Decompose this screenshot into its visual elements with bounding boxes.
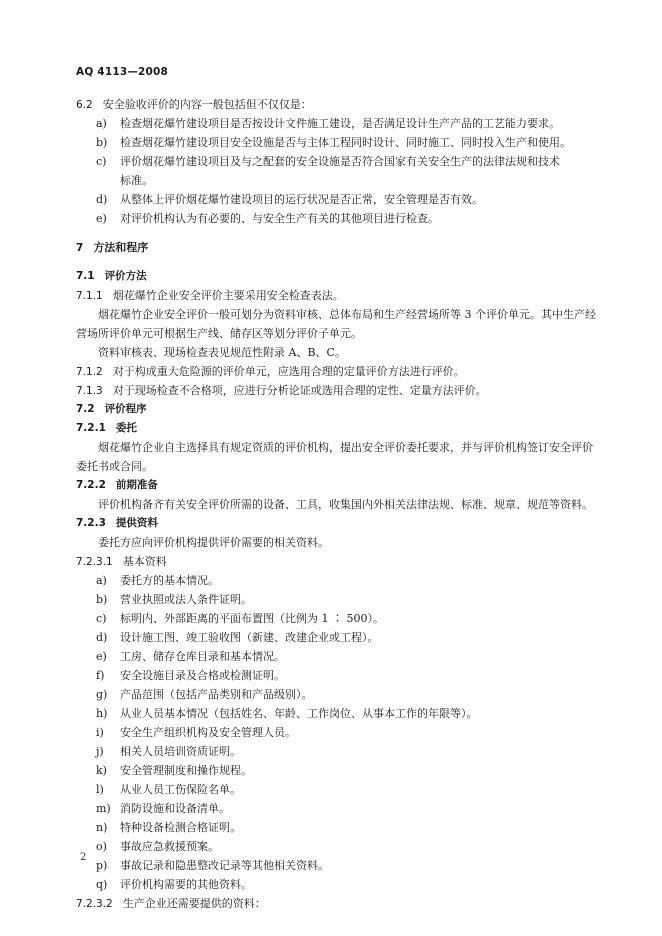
list-item: [76, 856, 596, 875]
list-item: [76, 837, 596, 856]
list-marker: o): [96, 840, 107, 853]
list-marker: m): [96, 802, 111, 815]
list-marker: i): [96, 726, 104, 739]
clause-text: 对于构成重大危险源的评价单元，应选用合理的定量评价方法进行评价。: [112, 365, 465, 378]
subsection-heading-7-2-1: [76, 419, 596, 438]
list-marker: d): [96, 193, 108, 206]
paragraph: 资料审核表、现场检查表见规范性附录 A、B、C。: [98, 346, 346, 359]
list-marker: f): [96, 669, 105, 682]
clause-title: 基本资料: [122, 555, 167, 568]
list-item: [76, 742, 596, 761]
list-item: [76, 875, 596, 894]
clause-text: 生产企业还需要提供的资料：: [122, 897, 266, 910]
basic-materials-list: [76, 571, 596, 894]
section-title: 方法和程序: [93, 241, 149, 254]
clause-text: 对于现场检查不合格项，应进行分析论证或选用合理的定性、定量方法评价。: [112, 384, 487, 397]
clause-text: 烟花爆竹企业安全评价主要采用安全检查表法。: [112, 289, 344, 302]
list-item: [76, 133, 596, 152]
list-marker: q): [96, 878, 108, 891]
list-item-text: 对评价机构认为有必要的、与安全生产有关的其他项目进行检查。: [120, 212, 439, 225]
list-marker: g): [96, 688, 108, 701]
list-item-text: 事故应急救援预案。: [120, 840, 219, 853]
list-item: [76, 609, 596, 628]
list-item: [76, 114, 596, 133]
list-marker: j): [96, 745, 104, 758]
list-item-text: 营业执照或法人条件证明。: [120, 593, 252, 606]
clause-7-2-3-1: [76, 552, 596, 571]
subsection-heading-7-2-3: [76, 514, 596, 533]
section-number: 7: [76, 242, 84, 254]
list-marker: p): [96, 859, 108, 872]
list-item: [76, 704, 596, 723]
subsection-heading-7-2-2: [76, 476, 596, 495]
section-heading-7: [76, 238, 596, 257]
list-marker: a): [96, 117, 107, 130]
list-marker: d): [96, 631, 108, 644]
list-marker: n): [96, 821, 108, 834]
list-marker: a): [96, 574, 107, 587]
paragraph: 评价机构备齐有关安全评价所需的设备、工具，收集国内外相关法律法规、标准、规章、规范等资料。: [98, 498, 593, 511]
list-item-text: 产品范围（包括产品类别和产品级别）。: [120, 688, 313, 701]
list-item-text: 特种设备检测合格证明。: [120, 821, 241, 834]
list-item-text: 从业人员工伤保险名单。: [120, 783, 241, 796]
list-item-text: 设计施工图、竣工验收图（新建、改建企业或工程）。: [120, 631, 379, 644]
list-item-text: 工房、储存仓库目录和基本情况。: [120, 650, 285, 663]
list-marker: b): [96, 593, 108, 606]
paragraph: 烟花爆竹企业自主选择具有规定资质的评价机构，提出安全评价委托要求，并与评价机构签订安全评价委托书或合同。: [76, 441, 593, 473]
clause-7-1-2: [76, 362, 596, 381]
list-marker: h): [96, 707, 108, 720]
list-item-text: 检查烟花爆竹建设项目是否按设计文件施工建设，是否满足设计生产产品的工艺能力要求。: [120, 117, 560, 130]
clause-number: 7.1.1: [76, 290, 103, 302]
list-item: [76, 761, 596, 780]
list-item: [76, 818, 596, 837]
list-item-text: 检查烟花爆竹建设项目安全设施是否与主体工程同时设计、同时施工、同时投入生产和使用。: [120, 136, 571, 149]
list-item-text: 标明内、外部距离的平面布置图（比例为 1 ∶ 500）。: [120, 612, 384, 625]
list-item: [76, 571, 596, 590]
section-number: 7.2: [76, 403, 95, 415]
clause-number: 7.2.3.2: [76, 898, 113, 910]
list-item: [76, 780, 596, 799]
clause-7-2-3-2: [76, 894, 596, 913]
list-item-text: 从整体上评价烟花爆竹建设项目的运行状况是否正常，安全管理是否有效。: [120, 193, 483, 206]
subsection-title: 提供资料: [115, 517, 158, 529]
list-item-text: 评价机构需要的其他资料。: [120, 878, 252, 891]
list-marker: e): [96, 212, 107, 225]
list-item-text: 委托方的基本情况。: [120, 574, 219, 587]
list-item: [76, 590, 596, 609]
clause-number: 6.2: [76, 99, 93, 111]
clause-7-1-1: [76, 286, 596, 305]
clause-number: 7.1.2: [76, 366, 103, 378]
section-number: 7.1: [76, 270, 95, 282]
list-marker: c): [96, 155, 107, 168]
list-item-text: 事故记录和隐患整改记录等其他相关资料。: [120, 859, 329, 872]
section-heading-7-2: [76, 400, 596, 419]
list-item-continuation: 标准。: [120, 174, 153, 187]
subsection-title: 委托: [115, 422, 137, 434]
standard-code: AQ 4113—2008: [76, 66, 169, 78]
list-item: [76, 628, 596, 647]
list-item-text: 安全管理制度和操作规程。: [120, 764, 252, 777]
clause-number: 7.2.3.1: [76, 556, 113, 568]
list-marker: c): [96, 612, 107, 625]
subsection-number: 7.2.3: [76, 517, 106, 529]
list-item-text: 安全设施目录及合格或检测证明。: [120, 669, 285, 682]
subsection-title: 前期准备: [115, 479, 158, 491]
clause-6-2: [76, 95, 596, 114]
list-item: [76, 666, 596, 685]
list-item: [76, 209, 596, 228]
list-item: [76, 685, 596, 704]
list-item: [76, 152, 596, 171]
list-item: [76, 647, 596, 666]
paragraph: 委托方应向评价机构提供评价需要的相关资料。: [98, 536, 329, 549]
section-title: 评价方法: [104, 270, 147, 282]
clause-text: 安全验收评价的内容一般包括但不仅仅是：: [102, 98, 312, 111]
list-marker: b): [96, 136, 108, 149]
clause-number: 7.1.3: [76, 385, 103, 397]
list-item-text: 相关人员培训资质证明。: [120, 745, 241, 758]
section-title: 评价程序: [104, 403, 147, 415]
paragraph: 烟花爆竹企业安全评价一般可划分为资料审核、总体布局和生产经营场所等 3 个评价单元。其中生产经营场所评价单元可根据生产线、储存区等划分评价子单元。: [76, 308, 596, 340]
subsection-number: 7.2.2: [76, 479, 106, 491]
list-item: [76, 190, 596, 209]
list-marker: k): [96, 764, 107, 777]
clause-7-1-3: [76, 381, 596, 400]
subsection-number: 7.2.1: [76, 422, 106, 434]
section-heading-7-1: [76, 267, 596, 286]
list-item-text: 从业人员基本情况（包括姓名、年龄、工作岗位、从事本工作的年限等）。: [120, 707, 478, 720]
list-item: [76, 723, 596, 742]
list-item-text: 消防设施和设备清单。: [120, 802, 230, 815]
list-item-text: 安全生产组织机构及安全管理人员。: [120, 726, 296, 739]
list-marker: l): [96, 783, 104, 796]
page-number: 2: [80, 852, 87, 863]
list-marker: e): [96, 650, 107, 663]
document-body: [76, 95, 596, 913]
list-item: [76, 799, 596, 818]
list-item-text: 评价烟花爆竹建设项目及与之配套的安全设施是否符合国家有关安全生产的法律法规和技术: [120, 155, 560, 168]
